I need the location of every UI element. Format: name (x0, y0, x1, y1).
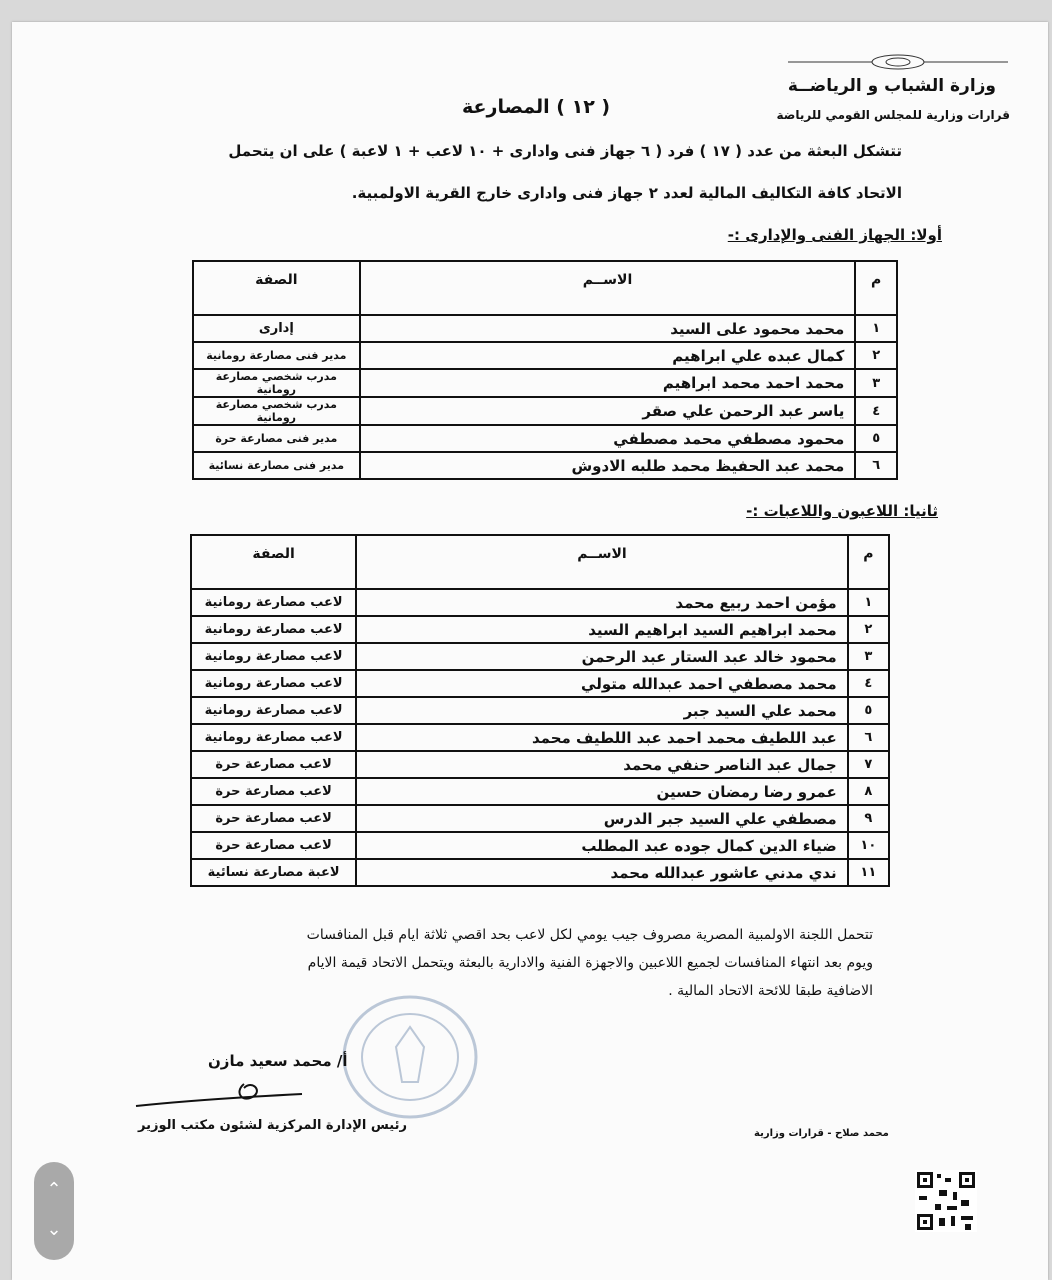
table-row (193, 342, 897, 369)
page-title: ( ١٢ ) المصارعة (462, 96, 611, 118)
header-ornament-icon (788, 52, 1008, 72)
table-row (193, 315, 897, 342)
ministry-name: وزارة الشباب و الرياضــة (787, 76, 996, 96)
row-name: محمود مصطفي محمد مصطفي (360, 425, 856, 452)
row-role: مدير فنى مصارعة رومانية (193, 342, 360, 369)
row-name: ندي مدني عاشور عبدالله محمد (356, 859, 847, 886)
table-row (191, 724, 889, 751)
row-num: ١٠ (848, 832, 889, 859)
table-row (193, 369, 897, 397)
row-role: لاعب مصارعة رومانية (191, 589, 356, 616)
note-line-2: ويوم بعد انتهاء المنافسات لجميع اللاعبين والاجهزة الفنية والادارية بالبعثة ويتحمل الاتحاد قيمة الايام (307, 955, 873, 971)
row-name: محمد علي السيد جبر (356, 697, 847, 724)
row-name: مؤمن احمد ربيع محمد (356, 589, 847, 616)
row-name: محمد محمود على السيد (360, 315, 856, 342)
row-role: مدرب شخصي مصارعة رومانية (193, 369, 360, 397)
row-role: لاعب مصارعة حرة (191, 751, 356, 778)
row-role: لاعب مصارعة حرة (191, 778, 356, 805)
table-row (193, 425, 897, 452)
col-name: الاســم (360, 261, 856, 315)
row-num: ٤ (848, 670, 889, 697)
col-num: م (848, 535, 889, 589)
row-num: ٨ (848, 778, 889, 805)
row-role: لاعب مصارعة رومانية (191, 724, 356, 751)
players-table (190, 534, 890, 887)
row-name: عبد اللطيف محمد احمد عبد اللطيف محمد (356, 724, 847, 751)
row-name: محمد ابراهيم السيد ابراهيم السيد (356, 616, 847, 643)
qr-code-icon (915, 1170, 977, 1232)
row-num: ١١ (848, 859, 889, 886)
row-role: لاعب مصارعة رومانية (191, 670, 356, 697)
row-num: ٢ (848, 616, 889, 643)
signature-scribble-icon (134, 1074, 304, 1114)
row-role: إدارى (193, 315, 360, 342)
intro-line-1: تتشكل البعثة من عدد ( ١٧ ) فرد ( ٦ جهاز فنى وادارى + ١٠ لاعب + ١ لاعبة ) على ان يتحمل (228, 142, 902, 160)
page-nav-control (34, 1162, 74, 1260)
page-up-button[interactable]: ⌃ (46, 1179, 62, 1200)
row-name: محمود خالد عبد الستار عبد الرحمن (356, 643, 847, 670)
row-num: ٦ (848, 724, 889, 751)
row-role: مدير فنى مصارعة حرة (193, 425, 360, 452)
col-num: م (855, 261, 897, 315)
row-name: كمال عبده علي ابراهيم (360, 342, 856, 369)
row-num: ١ (855, 315, 897, 342)
table-row (191, 832, 889, 859)
row-num: ٧ (848, 751, 889, 778)
row-name: جمال عبد الناصر حنفي محمد (356, 751, 847, 778)
row-num: ٣ (848, 643, 889, 670)
row-role: لاعبة مصارعة نسائية (191, 859, 356, 886)
players-heading: ثانيا: اللاعبون واللاعبات :- (746, 502, 938, 520)
row-num: ٣ (855, 369, 897, 397)
row-num: ٩ (848, 805, 889, 832)
row-num: ٦ (855, 452, 897, 479)
page-down-button[interactable]: ⌄ (46, 1219, 62, 1240)
row-role: لاعب مصارعة رومانية (191, 616, 356, 643)
row-num: ١ (848, 589, 889, 616)
footer-note: محمد صلاح - قرارات وزارية (754, 1128, 889, 1139)
ministry-subtitle: قرارات وزارية للمجلس القومي للرياضة (776, 108, 1010, 122)
table-row (191, 697, 889, 724)
row-name: محمد مصطفي احمد عبدالله متولي (356, 670, 847, 697)
signatory-name: أ/ محمد سعيد مازن (208, 1052, 348, 1070)
row-role: مدرب شخصي مصارعة رومانية (193, 397, 360, 425)
table-row (191, 805, 889, 832)
staff-heading: أولا: الجهاز الفنى والإدارى :- (727, 226, 942, 244)
table-row (191, 589, 889, 616)
table-row (191, 859, 889, 886)
table-row (191, 751, 889, 778)
row-num: ٤ (855, 397, 897, 425)
official-stamp-icon (340, 992, 480, 1122)
row-num: ٥ (848, 697, 889, 724)
table-row (193, 452, 897, 479)
staff-table (192, 260, 898, 480)
table-row (191, 778, 889, 805)
note-line-3: الاضافية طبقا للائحة الاتحاد المالية . (668, 983, 873, 999)
table-row (191, 670, 889, 697)
table-row (193, 397, 897, 425)
row-name: محمد عبد الحفيظ محمد طلبه الادوش (360, 452, 856, 479)
row-name: محمد احمد محمد ابراهيم (360, 369, 856, 397)
row-role: لاعب مصارعة حرة (191, 805, 356, 832)
row-num: ٢ (855, 342, 897, 369)
col-role: الصفة (191, 535, 356, 589)
staff-table-header (193, 261, 897, 315)
row-role: مدير فنى مصارعة نسائية (193, 452, 360, 479)
row-name: ضياء الدين كمال جوده عبد المطلب (356, 832, 847, 859)
note-line-1: تتحمل اللجنة الاولمبية المصرية مصروف جيب يومي لكل لاعب بحد اقصي ثلاثة ايام قبل المنافسات (306, 927, 873, 943)
row-name: مصطفي علي السيد جبر الدرس (356, 805, 847, 832)
row-role: لاعب مصارعة رومانية (191, 643, 356, 670)
players-table-header (191, 535, 889, 589)
document-page (12, 22, 1048, 1280)
row-num: ٥ (855, 425, 897, 452)
row-name: عمرو رضا رمضان حسين (356, 778, 847, 805)
table-row (191, 616, 889, 643)
row-role: لاعب مصارعة حرة (191, 832, 356, 859)
intro-line-2: الاتحاد كافة التكاليف المالية لعدد ٢ جهاز فنى وادارى خارج القرية الاولمبية. (351, 184, 902, 202)
row-name: ياسر عبد الرحمن علي صقر (360, 397, 856, 425)
col-role: الصفة (193, 261, 360, 315)
row-role: لاعب مصارعة رومانية (191, 697, 356, 724)
table-row (191, 643, 889, 670)
col-name: الاســم (356, 535, 847, 589)
signatory-title: رئيس الإدارة المركزية لشئون مكتب الوزير (138, 1118, 407, 1133)
